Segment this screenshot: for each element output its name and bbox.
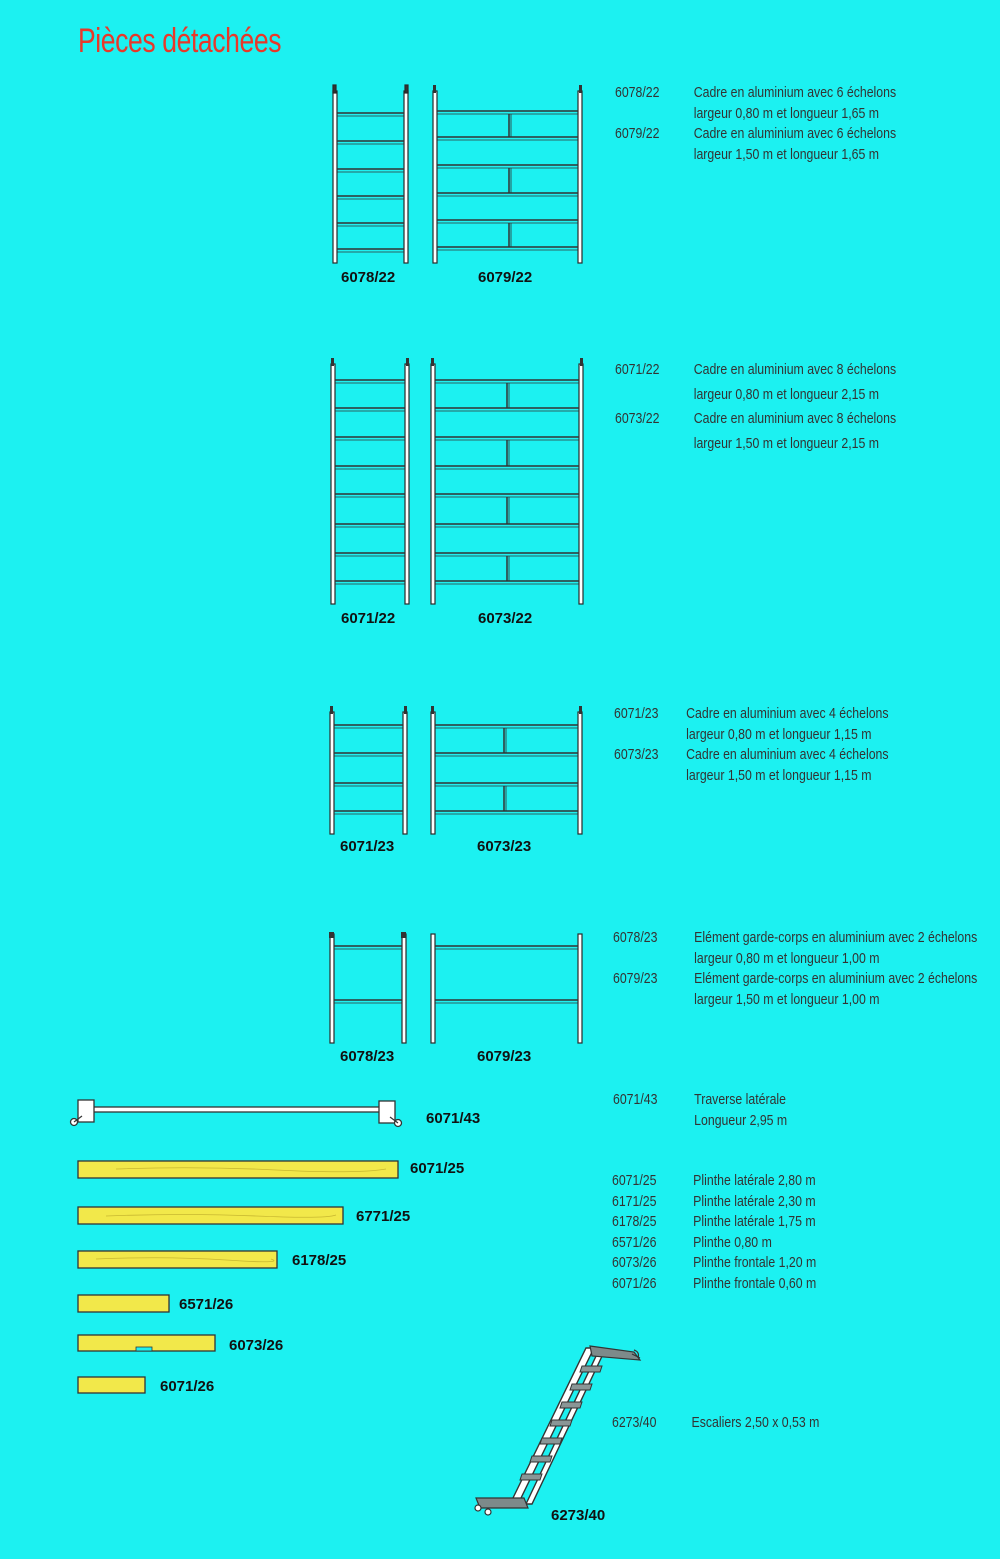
desc-row: largeur 1,50 m et longueur 1,65 m xyxy=(693,145,880,163)
page-title: Pièces détachées xyxy=(78,22,282,60)
description-group-4 xyxy=(613,928,977,1010)
desc-row: 6079/22 Cadre en aluminium avec 6 échelons xyxy=(615,125,897,142)
desc-row: largeur 0,80 m et longueur 1,00 m xyxy=(694,949,880,967)
desc-row: largeur 0,80 m et longueur 1,65 m xyxy=(693,104,880,122)
desc-row: largeur 1,50 m et longueur 2,15 m xyxy=(693,434,880,452)
label-6073-22: 6073/22 xyxy=(478,610,533,627)
plank-6071-25-drawing xyxy=(76,1160,402,1180)
desc-row: 6273/40 Escaliers 2,50 x 0,53 m xyxy=(612,1414,820,1431)
desc-row: 6078/22 Cadre en aluminium avec 6 échelons xyxy=(615,84,897,101)
desc-row: Longueur 2,95 m xyxy=(694,1111,788,1129)
desc-row: 6078/23 Elément garde-corps en aluminium avec 2 échelons xyxy=(613,929,978,946)
label-6071-26: 6071/26 xyxy=(160,1378,215,1395)
desc-row: 6071/26 Plinthe frontale 0,60 m xyxy=(612,1274,817,1292)
label-6078-22: 6078/22 xyxy=(341,269,396,286)
label-6571-26: 6571/26 xyxy=(179,1296,234,1313)
desc-row: 6073/22 Cadre en aluminium avec 8 échelons xyxy=(615,410,897,427)
desc-row: 6571/26 Plinthe 0,80 m xyxy=(612,1233,772,1251)
plank-6071-26-drawing xyxy=(76,1376,150,1396)
label-6071-22: 6071/22 xyxy=(341,610,396,627)
desc-row: largeur 1,50 m et longueur 1,00 m xyxy=(694,990,880,1008)
frame-6079-22-drawing xyxy=(430,85,590,270)
frame-6078-22-drawing xyxy=(330,85,410,270)
label-6073-26: 6073/26 xyxy=(229,1337,284,1354)
plank-6571-26-drawing xyxy=(76,1294,174,1314)
plank-6771-25-drawing xyxy=(76,1206,348,1226)
label-6178-25: 6178/25 xyxy=(292,1252,347,1269)
desc-row: 6071/25 Plinthe latérale 2,80 m xyxy=(612,1172,816,1189)
frame-6071-22-drawing xyxy=(328,358,412,608)
description-group-1 xyxy=(615,83,896,165)
desc-row: largeur 0,80 m et longueur 1,15 m xyxy=(686,725,872,743)
description-group-5 xyxy=(613,1090,787,1131)
desc-row: 6073/23 Cadre en aluminium avec 4 échelons xyxy=(614,746,889,763)
guardrail-6078-23-drawing xyxy=(327,930,411,1045)
desc-row: 6178/25 Plinthe latérale 1,75 m xyxy=(612,1213,816,1230)
plank-6073-26-drawing xyxy=(76,1334,220,1354)
guardrail-6079-23-drawing xyxy=(428,930,588,1045)
label-6079-22: 6079/22 xyxy=(478,269,533,286)
desc-row: largeur 1,50 m et longueur 1,15 m xyxy=(686,766,872,784)
label-6071-25: 6071/25 xyxy=(410,1160,465,1177)
label-6071-43: 6071/43 xyxy=(426,1110,481,1127)
plank-6178-25-drawing xyxy=(76,1250,282,1270)
label-6771-25: 6771/25 xyxy=(356,1208,411,1225)
description-group-7 xyxy=(612,1413,819,1434)
frame-6071-23-drawing xyxy=(327,706,411,836)
description-group-6 xyxy=(612,1171,816,1294)
description-group-2 xyxy=(615,358,896,456)
description-group-3 xyxy=(614,704,889,786)
label-6073-23: 6073/23 xyxy=(477,838,532,855)
label-6071-23: 6071/23 xyxy=(340,838,395,855)
label-6273-40: 6273/40 xyxy=(551,1507,606,1524)
desc-row: largeur 0,80 m et longueur 2,15 m xyxy=(693,385,880,403)
frame-6073-22-drawing xyxy=(428,358,590,608)
label-6079-23: 6079/23 xyxy=(477,1048,532,1065)
desc-row: 6071/23 Cadre en aluminium avec 4 échelons xyxy=(614,705,889,722)
frame-6073-23-drawing xyxy=(428,706,588,836)
desc-row: 6171/25 Plinthe latérale 2,30 m xyxy=(612,1192,816,1210)
label-6078-23: 6078/23 xyxy=(340,1048,395,1065)
desc-row: 6073/26 Plinthe frontale 1,20 m xyxy=(612,1254,817,1271)
desc-row: 6079/23 Elément garde-corps en aluminium avec 2 échelons xyxy=(613,970,978,987)
traverse-6071-43-drawing xyxy=(68,1096,408,1130)
desc-row: 6071/22 Cadre en aluminium avec 8 échelons xyxy=(615,361,897,378)
desc-row: 6071/43 Traverse latérale xyxy=(613,1091,787,1108)
